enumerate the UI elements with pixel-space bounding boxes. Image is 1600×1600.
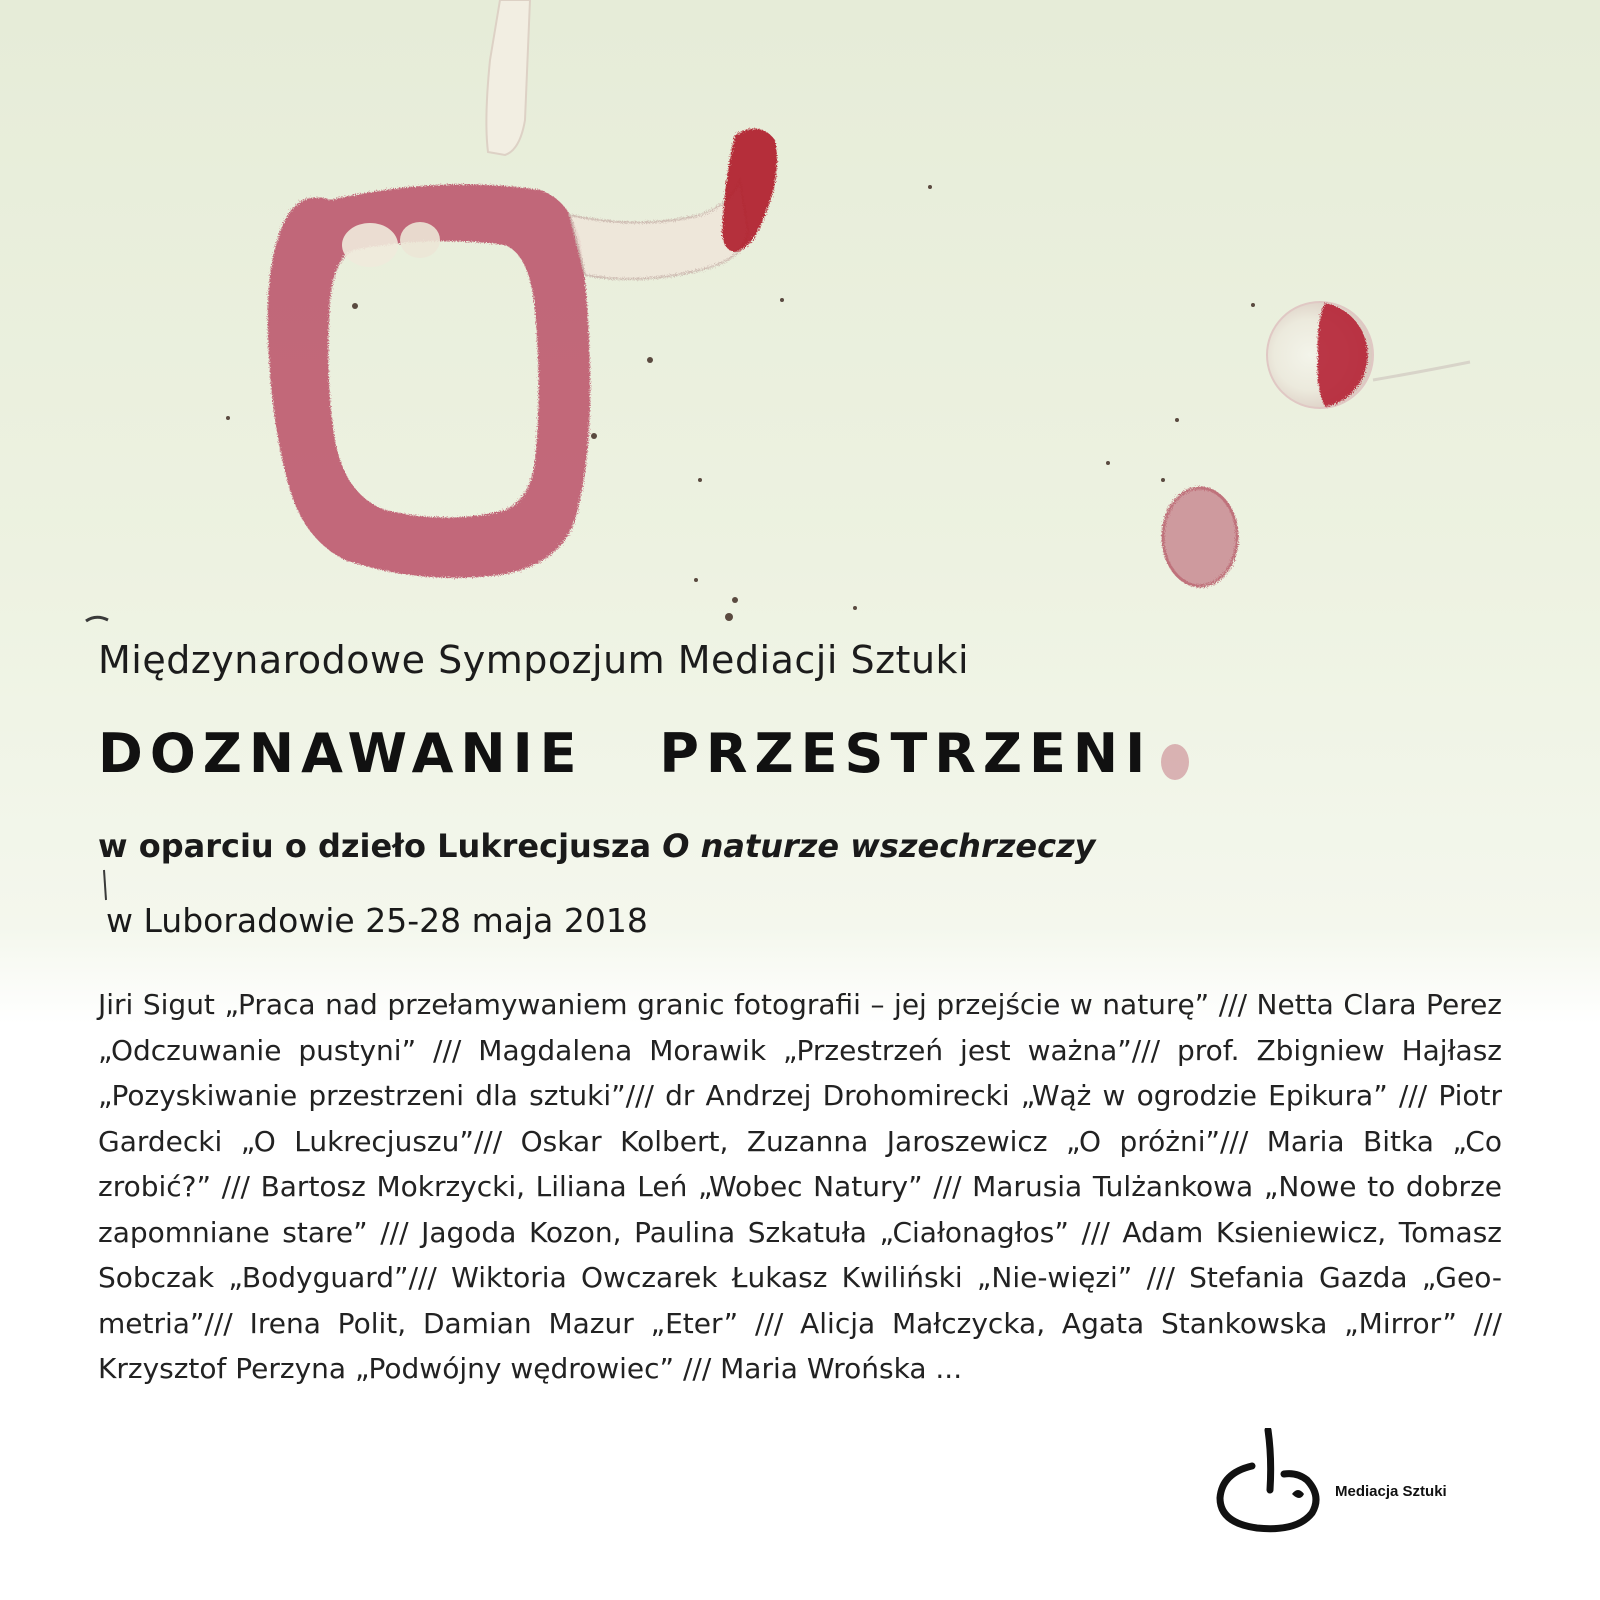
symposium-subtitle: Międzynarodowe Sympozjum Mediacji Sztuki <box>98 638 970 682</box>
based-on-prefix: w oparciu o dzieło Lukrecjusza <box>98 827 663 865</box>
page-title: DOZNAWANIE PRZESTRZENI <box>98 722 1153 785</box>
venue-and-dates: w Luboradowie 25-28 maja 2018 <box>106 901 648 940</box>
paint-dot-large <box>1267 302 1470 408</box>
literary-work-title: O naturze wszechrzeczy <box>662 827 1096 865</box>
paint-bubble <box>342 223 398 267</box>
paint-letter-shape <box>268 129 777 578</box>
logo-label: Mediacja Sztuki <box>1335 1483 1447 1500</box>
paint-speckles <box>86 185 1255 900</box>
pale-stem <box>486 0 530 155</box>
paint-bubble <box>400 222 440 258</box>
paint-dot-small <box>1161 744 1189 780</box>
program-list: Jiri Sigut „Praca nad przełamywaniem granic fotografii – jej przejście w naturę” /// Netta Clara Perez „Odczuwanie pustyni” /// Magdalena Morawik „Przestrzeń jest ważna”/// prof. Zbigniew Hajłasz „Pozyskiwanie przestrzeni dla sztuki”/// dr Andrzej Drohomirecki „Wąż w ogrodzie Epikura” /// Piotr Gardecki „O Lukrecjuszu”/// Oskar Kolbert, Zuzanna Jaroszewicz „O próżni”/// Maria Bitka „Co zrobić?” /// Bartosz Mokrzycki, Liliana Leń „Wobec Natury” /// Marusia Tulżankowa „Nowe to dobrze zapomniane stare” /// Jagoda Kozon, Paulina Szkatuła „Ciałonagłos” /// Adam Ksieniewicz, Tomasz Sobczak „Bodyguard”/// Wiktoria Owczarek Łukasz Kwiliński „Nie-więzi” /// Stefania Gazda „Geo-metria”/// Irena Polit, Damian Mazur „Eter” /// Alicja Małczycka, Agata Stankowska „Mirror” /// Krzysztof Perzyna „Podwójny wędrowiec” /// Maria Wrońska ... <box>98 988 1502 1385</box>
based-on-line <box>98 827 1096 865</box>
paint-dot-medium <box>1163 488 1237 586</box>
